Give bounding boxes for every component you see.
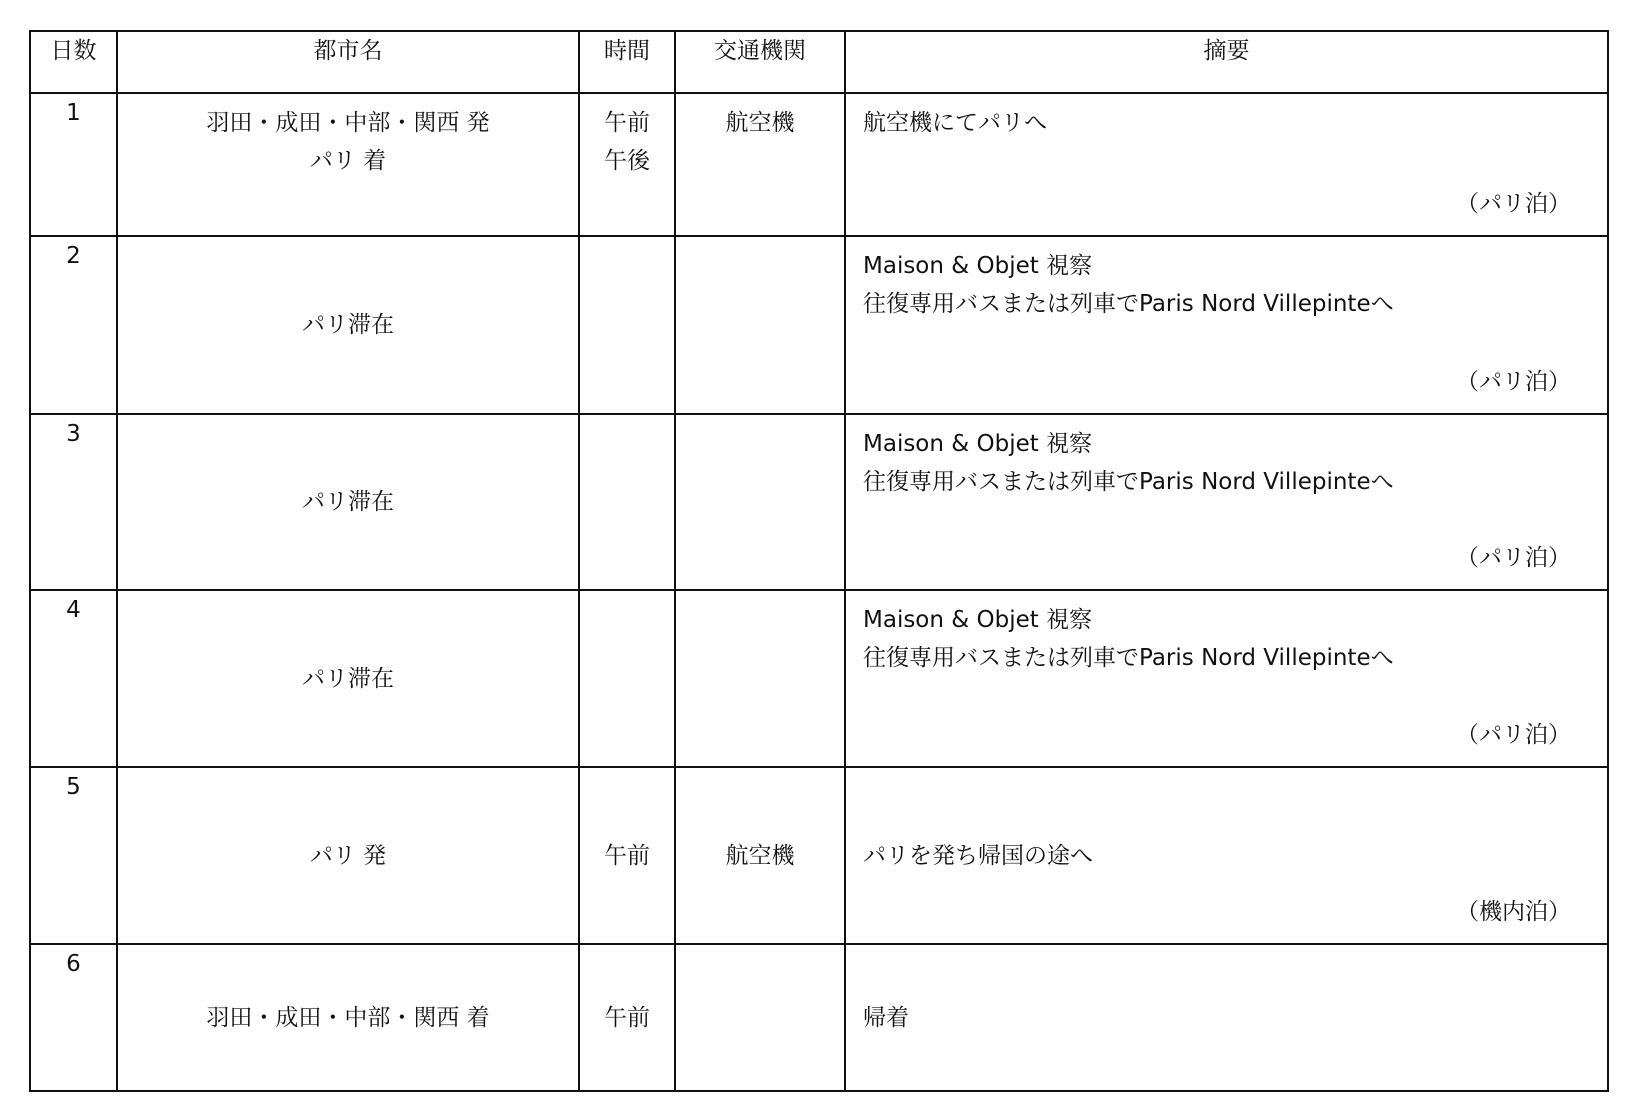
stay-note: （パリ泊） <box>1456 545 1571 571</box>
time-cell <box>579 767 675 944</box>
summary-line: 帰着 <box>863 1004 909 1031</box>
city-cell <box>117 944 579 1091</box>
day-cell: 6 <box>30 944 117 1091</box>
header-summary: 摘要 <box>845 31 1608 93</box>
header-row <box>30 31 1608 93</box>
summary-line: 往復専用バスまたは列車でParis Nord Villepinteへ <box>863 291 1394 317</box>
summary-cell <box>845 93 1608 236</box>
header-day: 日数 <box>30 31 117 93</box>
summary-line: Maison & Objet 視察 <box>863 431 1093 457</box>
table-row <box>30 944 1608 1091</box>
transport-cell: 航空機 <box>675 767 845 944</box>
city-cell <box>117 93 579 236</box>
city-line: パリ滞在 <box>302 489 394 515</box>
city-line: パリ 着 <box>309 148 387 174</box>
transport-cell: 航空機 <box>675 93 845 236</box>
city-cell <box>117 414 579 590</box>
day-cell: 1 <box>30 93 117 236</box>
stay-note: （パリ泊） <box>1456 191 1571 217</box>
table-row <box>30 767 1608 944</box>
summary-line: Maison & Objet 視察 <box>863 253 1093 279</box>
time-line: 午後 <box>604 148 650 174</box>
time-cell <box>579 944 675 1091</box>
time-line: 午前 <box>604 1004 650 1031</box>
transport-cell <box>675 236 845 414</box>
summary-cell <box>845 414 1608 590</box>
time-cell <box>579 236 675 414</box>
summary-cell <box>845 590 1608 767</box>
city-line: パリ 発 <box>309 842 387 869</box>
header-city: 都市名 <box>117 31 579 93</box>
day-cell: 5 <box>30 767 117 944</box>
transport-cell <box>675 590 845 767</box>
itinerary-table <box>29 30 1609 1092</box>
summary-cell <box>845 944 1608 1091</box>
summary-line: 往復専用バスまたは列車でParis Nord Villepinteへ <box>863 469 1394 495</box>
header-time: 時間 <box>579 31 675 93</box>
city-cell <box>117 590 579 767</box>
transport-cell <box>675 414 845 590</box>
stay-note: （パリ泊） <box>1456 369 1571 395</box>
day-cell: 4 <box>30 590 117 767</box>
time-cell <box>579 590 675 767</box>
header-transport: 交通機関 <box>675 31 845 93</box>
time-line: 午前 <box>604 842 650 869</box>
city-line: 羽田・成田・中部・関西 着 <box>206 1004 490 1031</box>
stay-note: （機内泊） <box>1456 899 1571 925</box>
table-row <box>30 236 1608 414</box>
city-cell <box>117 236 579 414</box>
table-row <box>30 93 1608 236</box>
day-cell: 2 <box>30 236 117 414</box>
city-line: パリ滞在 <box>302 312 394 338</box>
time-cell <box>579 414 675 590</box>
transport-cell <box>675 944 845 1091</box>
table-row <box>30 590 1608 767</box>
summary-cell <box>845 767 1608 944</box>
summary-line: パリを発ち帰国の途へ <box>863 842 1093 869</box>
time-cell <box>579 93 675 236</box>
city-line: 羽田・成田・中部・関西 発 <box>206 110 490 136</box>
city-cell <box>117 767 579 944</box>
summary-line: Maison & Objet 視察 <box>863 607 1093 633</box>
day-cell: 3 <box>30 414 117 590</box>
summary-line: 航空機にてパリへ <box>863 110 1047 136</box>
summary-line: 往復専用バスまたは列車でParis Nord Villepinteへ <box>863 645 1394 671</box>
time-line: 午前 <box>604 110 650 136</box>
stay-note: （パリ泊） <box>1456 722 1571 748</box>
summary-cell <box>845 236 1608 414</box>
city-line: パリ滞在 <box>302 665 394 692</box>
table-row <box>30 414 1608 590</box>
